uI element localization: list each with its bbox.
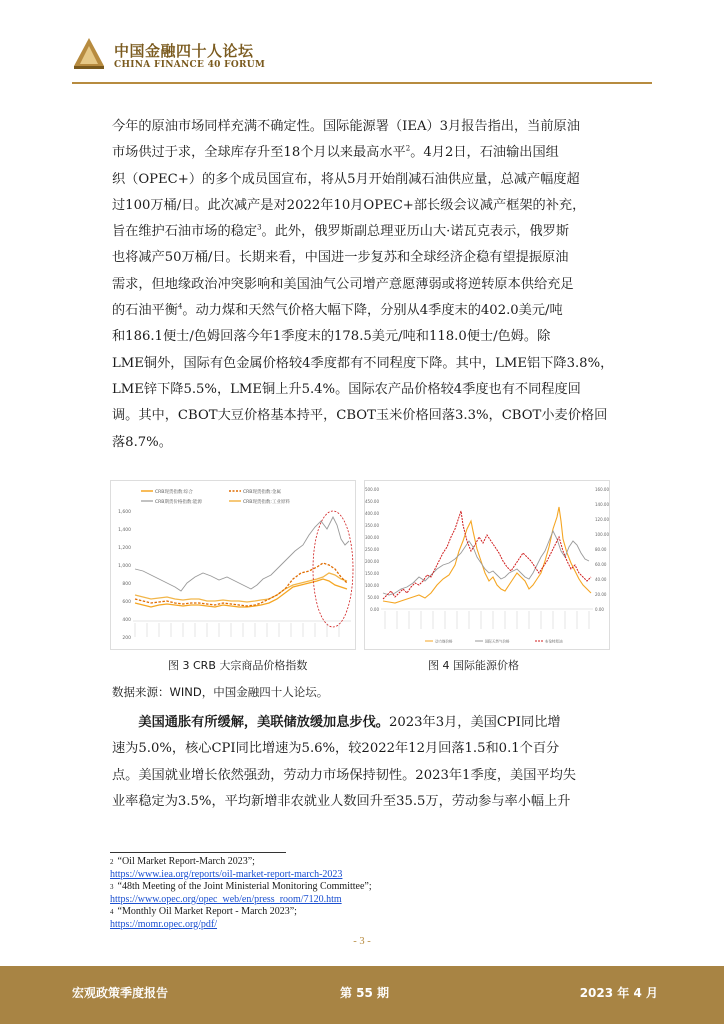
body-line: LME铜外，国际有色金属价格较4季度都有不同程度下降。其中，LME铝下降3.8%，	[112, 355, 614, 371]
cf40-logo-icon	[72, 36, 106, 70]
body-line: 速为5.0%，核心CPI同比增速为5.6%，较2022年12月回落1.5和0.1个百分	[112, 741, 560, 757]
y-tick-label: 1,200	[118, 546, 131, 551]
series-energy	[135, 517, 349, 591]
body-line: 业率稳定为3.5%，平均新增非农就业人数回升至35.5万，劳动参与率小幅上升	[112, 793, 571, 809]
footnotes	[110, 856, 570, 931]
figure-crb-index	[110, 480, 356, 650]
y-left-tick: 500.00	[365, 487, 379, 492]
energy-chart	[365, 481, 609, 649]
series-industrial	[135, 573, 347, 602]
footer-issue: 第 55 期	[340, 986, 390, 1000]
logo-chinese-text: 中国金融四十人论坛	[114, 42, 254, 60]
legend-item: CRB现货指数:金属	[243, 490, 281, 495]
y-tick-label: 400	[122, 618, 131, 623]
y-right-tick: 160.00	[595, 487, 609, 492]
body-line: 旨在维护石油市场的稳定$^3$。此外，俄罗斯副总理亚历山大·诺瓦克表示，俄罗斯	[112, 223, 570, 240]
body-line: 今年的原油市场同样充满不确定性。国际能源署（IEA）3月报告指出，当前原油	[112, 119, 580, 134]
y-tick-label: 800	[122, 582, 131, 587]
legend-item: CRB期货价格指数:能源	[155, 500, 202, 505]
crb-chart	[111, 481, 355, 649]
y-tick-label: 1,600	[118, 510, 131, 515]
footer-report-name: 宏观政策季度报告	[72, 986, 169, 1000]
body-line: LME锌下降5.5%，LME铜上升5.4%。国际农产品价格较4季度也有不同程度回	[112, 381, 581, 397]
legend-item: CRB现货指数:工业原料	[243, 500, 290, 505]
y-right-tick: 0.00	[595, 607, 604, 612]
y-left-tick: 300.00	[365, 535, 379, 540]
body-line: 过100万桶/日。此次减产是对2022年10月OPEC+部长级会议减产框架的补充，	[112, 197, 586, 213]
footnote-link[interactable]: https://www.iea.org/reports/oil-market-report-march-2023	[110, 868, 343, 880]
footnote-link[interactable]: https://www.opec.org/opec_web/en/press_room/7120.htm	[110, 893, 342, 905]
y-left-tick: 200.00	[365, 559, 379, 564]
data-source-note: 数据来源：WIND，中国金融四十人论坛。	[112, 685, 329, 699]
legend-item: 国际天然气价格	[485, 639, 510, 644]
footnote-divider	[110, 852, 286, 853]
series-brent	[383, 511, 591, 599]
body-line: 市场供过于求，全球库存升至18个月以来最高水平$^2$。4月2日，石油输出国组	[112, 144, 559, 161]
y-left-tick: 350.00	[365, 523, 379, 528]
figure-3-caption: 图 3 CRB 大宗商品价格指数	[168, 659, 308, 672]
y-left-tick: 100.00	[365, 583, 379, 588]
footnote-ref-3[interactable]: 3	[257, 223, 262, 232]
y-right-tick: 60.00	[595, 562, 607, 567]
y-tick-label: 1,400	[118, 528, 131, 533]
body-line: 和186.1便士/色姆回落今年1季度末的178.5美元/吨和118.0便士/色姆。除	[112, 329, 551, 345]
footer-date: 2023 年 4 月	[579, 986, 658, 1000]
y-left-tick: 250.00	[365, 547, 379, 552]
y-left-tick: 400.00	[365, 511, 379, 516]
y-left-tick: 0.00	[370, 607, 379, 612]
inflation-paragraph	[112, 710, 616, 815]
footnote-ref-2[interactable]: 2	[405, 144, 411, 153]
legend-item: CRB现货指数:综合	[155, 490, 193, 495]
y-right-tick: 140.00	[595, 502, 609, 507]
y-left-tick: 150.00	[365, 571, 379, 576]
figure-energy-prices	[364, 480, 610, 650]
y-tick-label: 1,000	[118, 564, 131, 569]
body-line: 美国通胀有所缓解，美联储放缓加息步伐。2023年3月，美国CPI同比增	[138, 715, 561, 730]
figure-4-caption: 图 4 国际能源价格	[428, 659, 519, 672]
logo-english-text: CHINA FINANCE 40 FORUM	[114, 60, 266, 70]
body-line: 织（OPEC+）的多个成员国宣布，将从5月开始削减石油供应量，总减产幅度超	[112, 171, 580, 187]
footnote-title: $^4$ “Monthly Oil Market Report - March 2023”;	[110, 906, 297, 917]
page-header	[72, 36, 672, 84]
y-right-tick: 20.00	[595, 592, 607, 597]
body-line: 调。其中，CBOT大豆价格基本持平，CBOT玉米价格回落3.3%，CBOT小麦价格回	[112, 408, 608, 424]
y-right-tick: 100.00	[595, 532, 609, 537]
legend-item: 动力煤价格	[435, 639, 453, 644]
y-right-tick: 40.00	[595, 577, 607, 582]
paragraph-heading: 美国通胀有所缓解，美联储放缓加息步伐。	[138, 715, 389, 730]
page-number: - 3 -	[353, 936, 371, 947]
body-line: 落8.7%。	[112, 434, 172, 450]
footnote-link[interactable]: https://momr.opec.org/pdf/	[110, 918, 218, 930]
series-gas	[383, 531, 589, 595]
series-coal	[383, 507, 591, 603]
y-tick-label: 600	[122, 600, 131, 605]
footnote-title: $^3$ “48th Meeting of the Joint Ministerial Monitoring Committee”;	[110, 881, 372, 892]
body-line: 点。美国就业增长依然强劲，劳动力市场保持韧性。2023年1季度，美国平均失	[112, 767, 576, 783]
body-paragraph	[112, 114, 616, 456]
y-tick-label: 200	[122, 636, 131, 641]
highlight-ellipse	[313, 511, 353, 627]
body-line: 的石油平衡$^4$。动力煤和天然气价格大幅下降，分别从4季度末的402.0美元/吨	[112, 302, 563, 319]
legend-item: 布伦特原油	[545, 639, 563, 644]
footnote-ref-4[interactable]: 4	[177, 302, 183, 311]
body-line: 需求，但地缘政治冲突影响和美国油气公司增产意愿薄弱或将逆转原本供给充足	[112, 276, 574, 292]
body-line: 也将减产50万桶/日。长期来看，中国进一步复苏和全球经济企稳有望提振原油	[112, 250, 569, 266]
header-divider	[72, 82, 652, 84]
y-right-tick: 120.00	[595, 517, 609, 522]
y-left-tick: 450.00	[365, 499, 379, 504]
footnote-title: $^2$ “Oil Market Report-March 2023”;	[110, 856, 255, 867]
y-right-tick: 80.00	[595, 547, 607, 552]
y-left-tick: 50.00	[367, 595, 379, 600]
page-footer	[0, 966, 724, 1024]
